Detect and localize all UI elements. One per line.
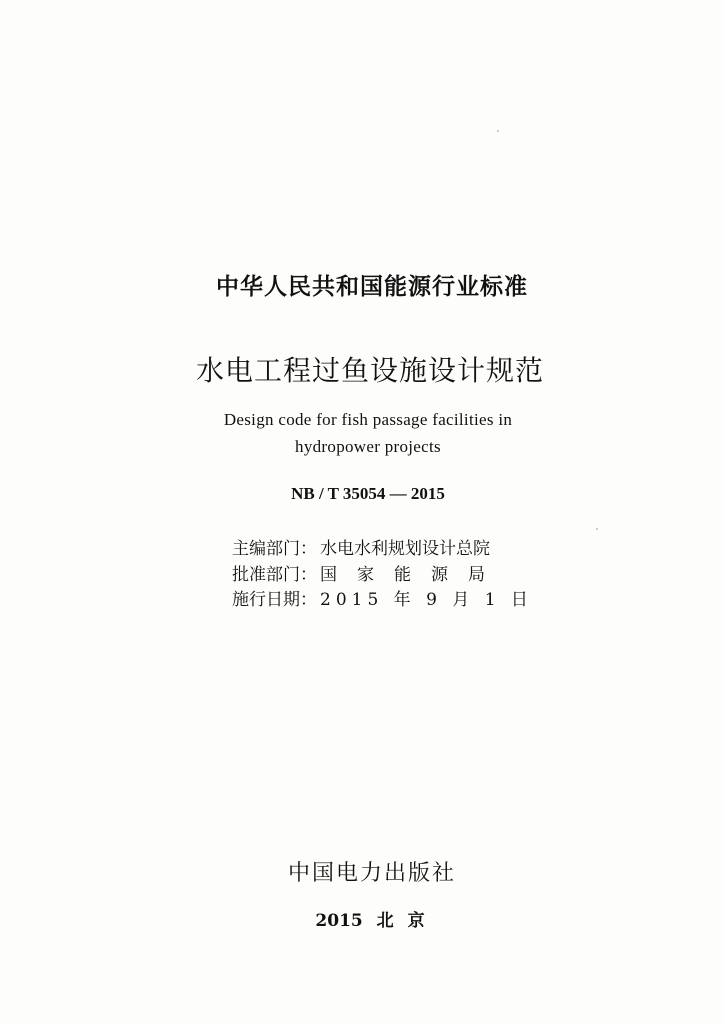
industry-standard-heading: 中华人民共和国能源行业标准: [216, 274, 528, 300]
meta-row-approver: [232, 560, 532, 585]
meta-value: 国家能源局: [320, 565, 505, 585]
meta-key: 批准部门：: [232, 565, 317, 585]
meta-key: 主编部门：: [232, 539, 317, 559]
english-title-line-2: hydropower projects: [295, 437, 441, 456]
scan-speck: [596, 528, 598, 530]
meta-value: 2015 年 9 月 1 日: [320, 590, 533, 610]
publisher: 中国电力出版社: [287, 861, 456, 886]
year-and-place: 2015 北 京: [315, 911, 425, 931]
english-title-line-1: Design code for fish passage facilities in: [223, 410, 513, 429]
meta-value: 水电水利规划设计总院: [320, 539, 490, 559]
standard-code: NB / T 35054 — 2015: [291, 484, 445, 503]
meta-key: 施行日期：: [232, 590, 317, 610]
chinese-title: 水电工程过鱼设施设计规范: [195, 354, 544, 387]
scan-speck: [497, 130, 499, 132]
meta-row-editor: [232, 534, 532, 559]
meta-row-effective-date: [232, 585, 532, 610]
